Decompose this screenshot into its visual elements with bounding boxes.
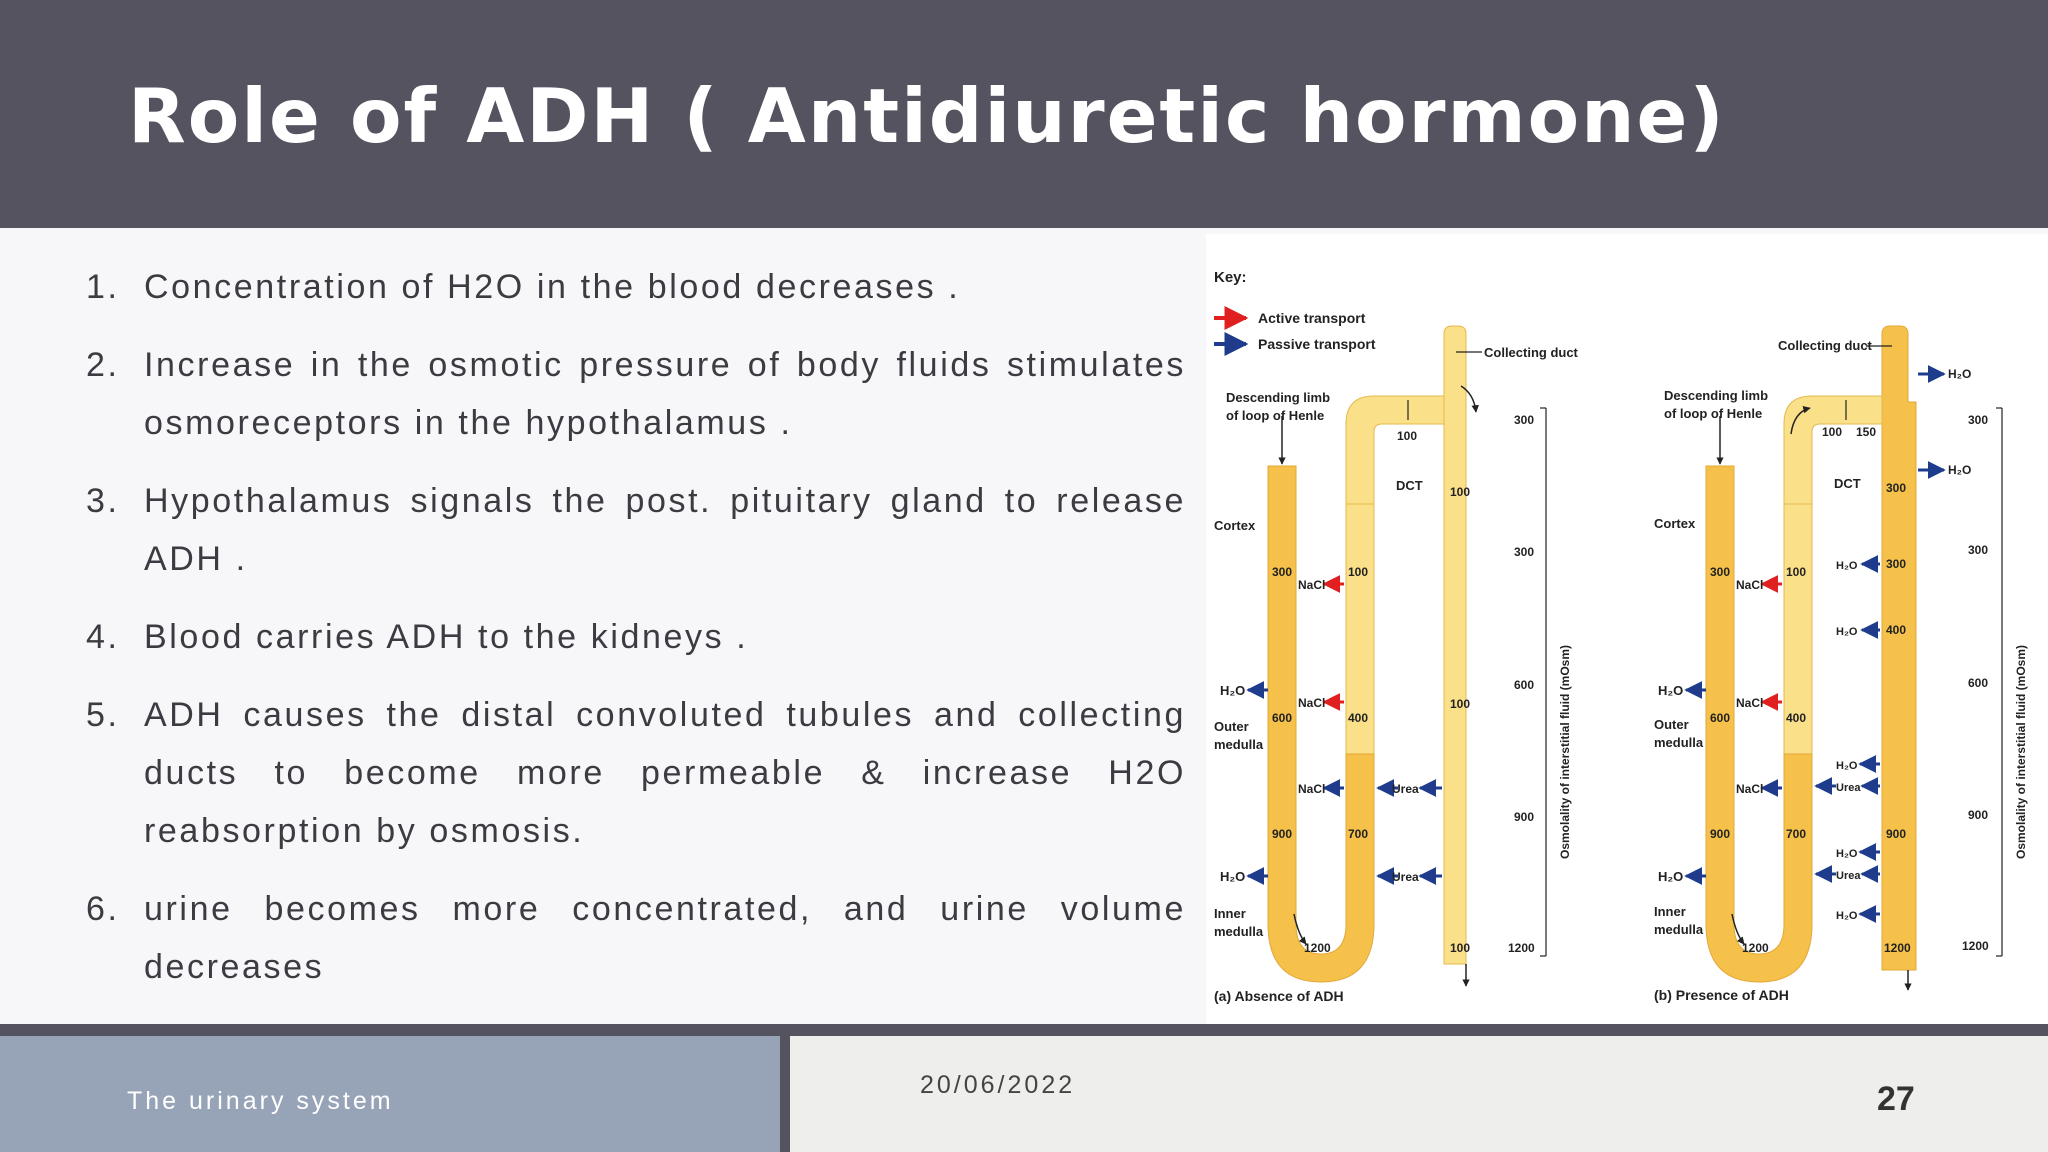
value-label: 1200	[1884, 941, 1911, 955]
urea-label: Urea	[1836, 870, 1861, 882]
outer-medulla-label: medulla	[1214, 737, 1264, 752]
item-number: 6.	[86, 890, 120, 928]
inner-medulla-label: medulla	[1214, 924, 1264, 939]
h2o-label: H₂O	[1948, 463, 1972, 477]
caption-a: (a) Absence of ADH	[1214, 988, 1344, 1004]
h2o-label: H₂O	[1220, 869, 1246, 884]
item-text: Increase in the osmotic pressure of body fluids stimulates osmoreceptors in the hypothalamus .	[144, 346, 1186, 442]
urea-label: Urea	[1392, 870, 1419, 884]
scale-value: 1200	[1508, 941, 1535, 955]
list-item	[86, 336, 1186, 452]
item-number: 4.	[86, 618, 120, 656]
h2o-label: H₂O	[1220, 683, 1246, 698]
h2o-label: H₂O	[1658, 683, 1684, 698]
scale-value: 900	[1514, 810, 1535, 824]
figure-svg	[1206, 234, 2048, 1024]
collecting-duct-label: Collecting duct	[1484, 345, 1578, 360]
h2o-label: H₂O	[1948, 367, 1972, 381]
h2o-label: H₂O	[1836, 910, 1858, 922]
value-label: 1200	[1304, 941, 1331, 955]
adh-kidney-figure	[1206, 234, 2048, 1024]
item-number: 2.	[86, 346, 120, 384]
value-label: 100	[1397, 429, 1418, 443]
nacl-label: NaCl	[1736, 578, 1764, 592]
scale-value: 300	[1968, 413, 1989, 427]
value-label: 400	[1886, 623, 1907, 637]
value-label: 300	[1886, 557, 1907, 571]
nacl-label: NaCl	[1736, 696, 1764, 710]
title-bar	[0, 0, 2048, 228]
scale-value: 600	[1514, 678, 1535, 692]
scale-value: 1200	[1962, 939, 1989, 953]
list-item	[86, 258, 1186, 316]
key-passive-label: Passive transport	[1258, 336, 1376, 352]
value-label: 600	[1710, 711, 1731, 725]
cortex-label: Cortex	[1214, 518, 1256, 533]
item-number: 5.	[86, 696, 120, 734]
page-number: 27	[1877, 1080, 1915, 1118]
footer-label: The urinary system	[127, 1087, 394, 1115]
inner-medulla-label: Inner	[1214, 906, 1246, 921]
caption-b: (b) Presence of ADH	[1654, 987, 1789, 1003]
cortex-label: Cortex	[1654, 516, 1696, 531]
footer-divider	[0, 1024, 2048, 1036]
nacl-label: NaCl	[1298, 782, 1326, 796]
outer-medulla-label: Outer	[1214, 719, 1249, 734]
scale-value: 600	[1968, 676, 1989, 690]
nacl-label: NaCl	[1298, 696, 1326, 710]
value-label: 400	[1786, 711, 1807, 725]
list-item	[86, 472, 1186, 588]
inner-medulla-label: Inner	[1654, 904, 1686, 919]
value-label: 100	[1822, 425, 1843, 439]
value-label: 300	[1272, 565, 1293, 579]
nacl-label: NaCl	[1298, 578, 1326, 592]
item-text: ADH causes the distal convoluted tubules and collecting ducts to become more permeable & increase H2O reabsorption by osmosis.	[144, 696, 1186, 850]
loop-label: of loop of Henle	[1664, 406, 1763, 421]
dct-label: DCT	[1834, 476, 1861, 491]
item-text: Blood carries ADH to the kidneys .	[144, 618, 749, 656]
h2o-label: H₂O	[1836, 760, 1858, 772]
value-label: 700	[1786, 827, 1807, 841]
dct-label: DCT	[1396, 478, 1423, 493]
h2o-label: H₂O	[1658, 869, 1684, 884]
item-text: urine becomes more concentrated, and urine volume decreases	[144, 890, 1186, 986]
panel-presence-of-adh	[1654, 326, 2028, 1003]
value-label: 900	[1886, 827, 1907, 841]
content-area	[0, 228, 1200, 1028]
key-title: Key:	[1214, 269, 1247, 286]
scale-value: 900	[1968, 808, 1989, 822]
descending-limb-label: Descending limb	[1664, 388, 1769, 403]
value-label: 300	[1886, 481, 1907, 495]
value-label: 100	[1450, 941, 1471, 955]
axis-label: Osmolality of interstitial fluid (mOsm)	[1558, 644, 1572, 859]
item-text: Concentration of H2O in the blood decreases .	[144, 268, 961, 306]
value-label: 900	[1710, 827, 1731, 841]
item-number: 1.	[86, 268, 120, 306]
footer-date: 20/06/2022	[920, 1071, 1076, 1099]
inner-medulla-label: medulla	[1654, 922, 1704, 937]
nacl-label: NaCl	[1736, 782, 1764, 796]
value-label: 100	[1450, 697, 1471, 711]
value-label: 100	[1348, 565, 1369, 579]
value-label: 400	[1348, 711, 1369, 725]
value-label: 150	[1856, 425, 1877, 439]
scale-value: 300	[1514, 413, 1535, 427]
h2o-label: H₂O	[1836, 560, 1858, 572]
urea-label: Urea	[1392, 782, 1419, 796]
descending-limb-label: Descending limb	[1226, 390, 1331, 405]
value-label: 100	[1786, 565, 1807, 579]
key-active-label: Active transport	[1258, 310, 1366, 326]
outer-medulla-label: medulla	[1654, 735, 1704, 750]
list-item	[86, 686, 1186, 860]
list-item	[86, 608, 1186, 666]
outer-medulla-label: Outer	[1654, 717, 1689, 732]
value-label: 700	[1348, 827, 1369, 841]
collecting-duct-a	[1444, 326, 1466, 964]
h2o-label: H₂O	[1836, 626, 1858, 638]
value-label: 300	[1710, 565, 1731, 579]
value-label: 600	[1272, 711, 1293, 725]
h2o-label: H₂O	[1836, 848, 1858, 860]
point-list	[86, 258, 1186, 1016]
scale-value: 300	[1514, 545, 1535, 559]
axis-label: Osmolality of interstitial fluid (mOsm)	[2014, 644, 2028, 859]
dct-b	[1784, 396, 1882, 504]
item-text: Hypothalamus signals the post. pituitary gland to release ADH .	[144, 482, 1186, 578]
value-label: 900	[1272, 827, 1293, 841]
dct-a	[1346, 396, 1444, 504]
panel-absence-of-adh	[1214, 326, 1579, 1004]
slide-title: Role of ADH ( Antidiuretic hormone)	[128, 72, 1726, 160]
collecting-duct-b	[1882, 326, 1916, 970]
scale-value: 300	[1968, 543, 1989, 557]
urea-label: Urea	[1836, 782, 1861, 794]
value-label: 100	[1450, 485, 1471, 499]
loop-label: of loop of Henle	[1226, 408, 1325, 423]
value-label: 1200	[1742, 941, 1769, 955]
footer-separator	[780, 1036, 790, 1152]
item-number: 3.	[86, 482, 120, 520]
list-item	[86, 880, 1186, 996]
collecting-duct-label: Collecting duct	[1778, 338, 1872, 353]
